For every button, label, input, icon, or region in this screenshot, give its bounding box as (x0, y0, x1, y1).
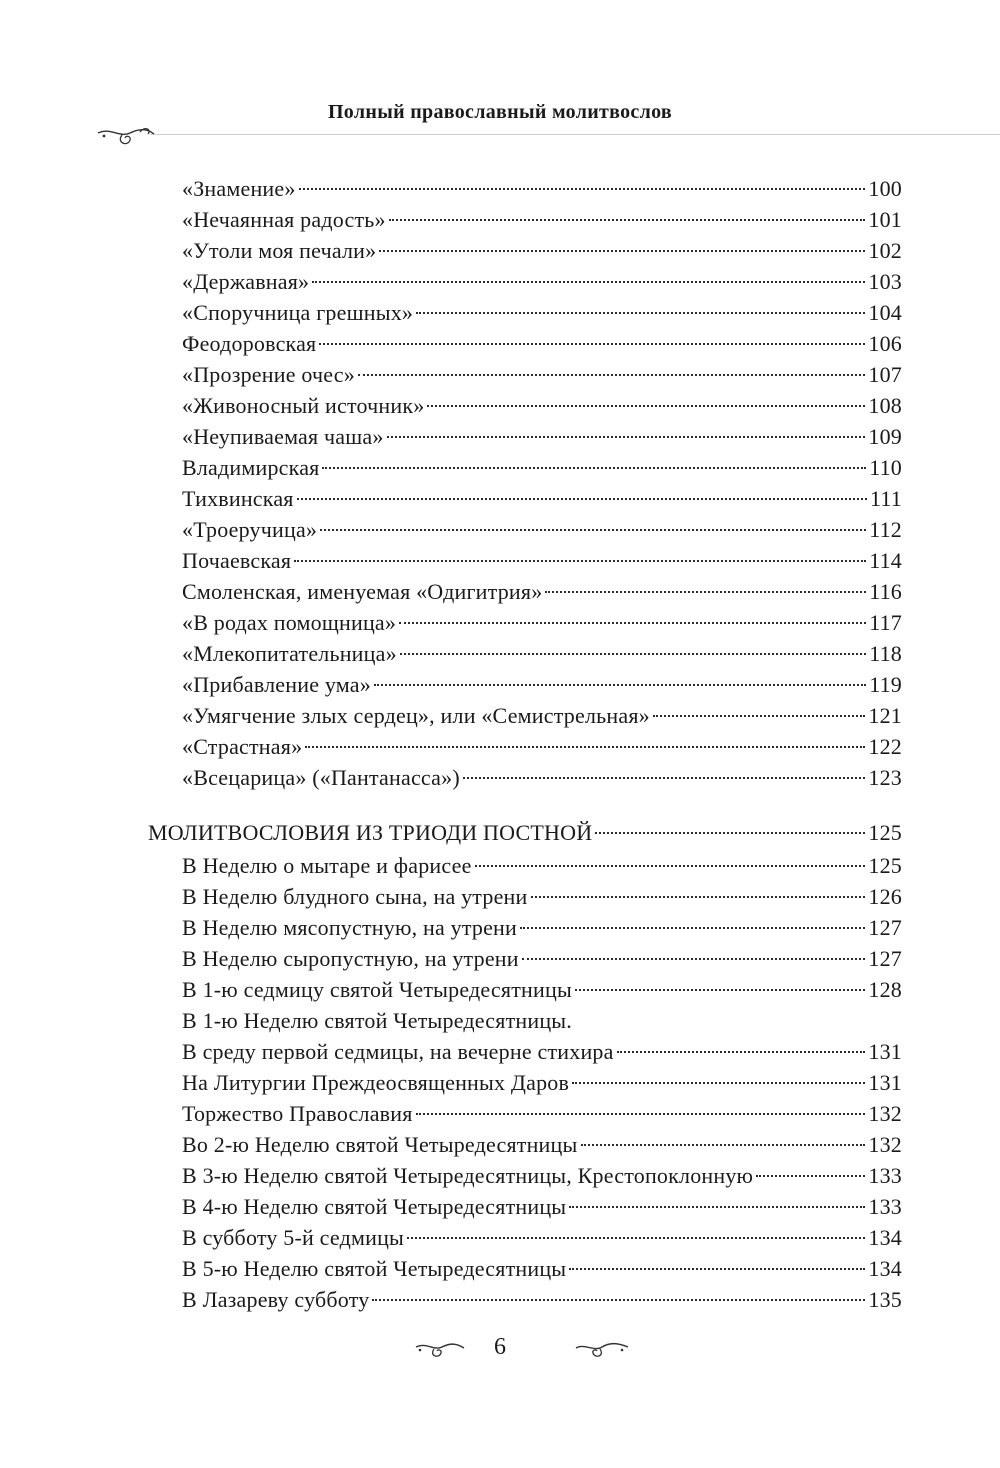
toc-entry-title: В Неделю блудного сына, на утрени (182, 884, 528, 909)
leader-dots (407, 1237, 865, 1239)
toc-entry (182, 1068, 902, 1098)
leader-dots (427, 405, 865, 407)
toc-entry-page: 102 (868, 238, 902, 263)
leader-dots (399, 622, 866, 624)
toc-entry-page: 134 (868, 1256, 902, 1281)
toc-entry (182, 1130, 902, 1160)
toc-entry (182, 608, 902, 638)
toc-entry (182, 205, 902, 235)
toc-entry (182, 913, 902, 943)
toc-entry (182, 236, 902, 266)
toc-entry-title: «Прибавление ума» (182, 672, 371, 697)
toc-entry (182, 1192, 902, 1222)
toc-entry-title: В Лазареву субботу (182, 1287, 370, 1312)
leader-dots (372, 1299, 865, 1301)
toc-entry (182, 453, 902, 483)
leader-dots (475, 865, 866, 867)
toc-entry-page: 111 (870, 486, 902, 511)
leader-dots (756, 1175, 865, 1177)
leader-dots (569, 1206, 865, 1208)
toc-entry-title: «Державная» (182, 269, 310, 294)
toc-entry-title: Смоленская, именуемая «Одигитрия» (182, 579, 543, 604)
toc-entry-page: 132 (868, 1101, 902, 1126)
toc-entry-page: 132 (868, 1132, 902, 1157)
toc-entry (182, 1285, 902, 1315)
toc-entry-title: В Неделю мясопустную, на утрени (182, 915, 518, 940)
toc-entry-title: «Троеручица» (182, 517, 318, 542)
toc-entry-title: «Нечаянная радость» (182, 207, 386, 232)
toc-entry-page: 131 (868, 1039, 902, 1064)
toc-entry (182, 329, 902, 359)
leader-dots (581, 1144, 866, 1146)
leader-dots (545, 591, 866, 593)
toc-entry-title: На Литургии Преждеосвященных Даров (182, 1070, 570, 1095)
leader-dots (531, 896, 866, 898)
toc-entry-page: 119 (869, 672, 902, 697)
toc-entry (182, 267, 902, 297)
leader-dots (299, 188, 866, 190)
toc-entry-title: В 1-ю седмицу святой Четыредесятницы (182, 977, 572, 1002)
leader-dots (387, 436, 866, 438)
toc-entry-page: 116 (869, 579, 902, 604)
leader-dots (463, 777, 866, 779)
toc-entry-page: 131 (868, 1070, 902, 1095)
toc-entry-title: В 1-ю Неделю святой Четыредесятницы. (182, 1008, 572, 1033)
toc-entry (182, 732, 902, 762)
page-number: 6 (494, 1334, 506, 1360)
leader-dots (320, 529, 866, 531)
toc-entry-page: 101 (868, 207, 902, 232)
toc-entry-page: 121 (868, 703, 902, 728)
toc-entry-title: «Неупиваемая чаша» (182, 424, 384, 449)
toc-entry-title: В среду первой седмицы, на вечерне стихира (182, 1039, 614, 1064)
leader-dots (294, 560, 866, 562)
toc-entry-page: 108 (868, 393, 902, 418)
leader-dots (617, 1051, 866, 1053)
leader-dots (400, 653, 866, 655)
toc-entry (182, 851, 902, 881)
toc-entry-page: 118 (869, 641, 902, 666)
toc-entry-page: 100 (868, 176, 902, 201)
toc-entry (182, 670, 902, 700)
toc-entry-title: Тихвинская (182, 486, 294, 511)
toc-entry-title: «Живоносный источник» (182, 393, 425, 418)
toc-entry-page: 123 (868, 765, 902, 790)
toc-entry-page: 122 (868, 734, 902, 759)
leader-dots (358, 374, 865, 376)
toc-entry-title: МОЛИТВОСЛОВИЯ ИЗ ТРИОДИ ПОСТНОЙ (148, 820, 593, 845)
toc-entry-title: Феодоровская (182, 331, 317, 356)
toc-entry-page: 117 (869, 610, 902, 635)
toc-entry-title: В субботу 5-й седмицы (182, 1225, 405, 1250)
toc-entry-page: 128 (868, 977, 902, 1002)
toc-entry-title: «Знамение» (182, 176, 296, 201)
toc-entry-page: 109 (868, 424, 902, 449)
flourish-ornament-right-icon (574, 1338, 630, 1362)
toc-entry-page: 127 (868, 946, 902, 971)
toc-entry (182, 577, 902, 607)
toc-entry-page: 107 (868, 362, 902, 387)
toc-entry (182, 1161, 902, 1191)
toc-entry (182, 422, 902, 452)
toc-entry (182, 298, 902, 328)
toc-entry (182, 391, 902, 421)
toc-entry-title: «Страстная» (182, 734, 303, 759)
leader-dots (389, 219, 866, 221)
toc-entry-page: 133 (868, 1163, 902, 1188)
leader-dots (653, 715, 866, 717)
leader-dots (595, 832, 865, 834)
leader-dots (297, 498, 867, 500)
toc-entry (182, 484, 902, 514)
toc-entry-title: В 3-ю Неделю святой Четыредесятницы, Крестопоклонную (182, 1163, 754, 1188)
toc-entry (182, 1006, 902, 1036)
toc-entry (182, 975, 902, 1005)
leader-dots (522, 958, 866, 960)
toc-entry-title: «Млекопитательница» (182, 641, 397, 666)
toc-entry (182, 639, 902, 669)
leader-dots (312, 281, 865, 283)
leader-dots (379, 250, 865, 252)
toc-entry (182, 1099, 902, 1129)
toc-entry-title: Владимирская (182, 455, 320, 480)
leader-dots (569, 1268, 865, 1270)
toc-entry-title: В 5-ю Неделю святой Четыредесятницы (182, 1256, 567, 1281)
toc-entry-title: В Неделю о мытаре и фарисее (182, 853, 472, 878)
leader-dots (374, 684, 866, 686)
toc-entry-page: 135 (868, 1287, 902, 1312)
toc-entry-title: Торжество Православия (182, 1101, 413, 1126)
toc-entry-page: 114 (869, 548, 902, 573)
toc-entry-title: Во 2-ю Неделю святой Четыредесятницы (182, 1132, 578, 1157)
toc-entry-title: «Прозрение очес» (182, 362, 355, 387)
toc-entry-page: 103 (868, 269, 902, 294)
leader-dots (322, 467, 866, 469)
leader-dots (575, 989, 865, 991)
toc-entry (182, 701, 902, 731)
toc-entry (182, 944, 902, 974)
toc-entry-page: 133 (868, 1194, 902, 1219)
toc-entry (182, 546, 902, 576)
toc-entry (182, 1254, 902, 1284)
toc-entry (182, 515, 902, 545)
toc-entry-page: 112 (869, 517, 902, 542)
toc-entry-title: «Споручница грешных» (182, 300, 414, 325)
toc-entry-title: «Всецарица» («Пантанасса») (182, 765, 460, 790)
toc-entry (182, 174, 902, 204)
toc-section-heading (148, 818, 902, 848)
toc-entry-page: 104 (868, 300, 902, 325)
toc-entry-page: 127 (868, 915, 902, 940)
toc-entry-page: 125 (868, 820, 902, 845)
toc-entry-page: 106 (868, 331, 902, 356)
toc-entry-title: В Неделю сыропустную, на утрени (182, 946, 519, 971)
toc-entry-page: 134 (868, 1225, 902, 1250)
leader-dots (319, 343, 865, 345)
leader-dots (520, 927, 865, 929)
leader-dots (572, 1082, 865, 1084)
leader-dots (305, 746, 865, 748)
toc-entry (182, 763, 902, 793)
toc-entry (182, 360, 902, 390)
toc-entry-page: 125 (868, 853, 902, 878)
toc-entry-title: «В родах помощница» (182, 610, 397, 635)
toc-entry-title: Почаевская (182, 548, 292, 573)
toc-entry-title: «Утоли моя печали» (182, 238, 377, 263)
toc-entry (182, 882, 902, 912)
toc-entry-page: 126 (868, 884, 902, 909)
toc-entry (182, 1223, 902, 1253)
running-header: Полный православный молитвослов (327, 101, 673, 123)
toc-entry (182, 1037, 902, 1067)
leader-dots (416, 312, 865, 314)
toc-entry-title: В 4-ю Неделю святой Четыредесятницы (182, 1194, 567, 1219)
toc-entry-title: «Умягчение злых сердец», или «Семистрельная» (182, 703, 650, 728)
leader-dots (416, 1113, 866, 1115)
toc-entry-page: 110 (869, 455, 902, 480)
